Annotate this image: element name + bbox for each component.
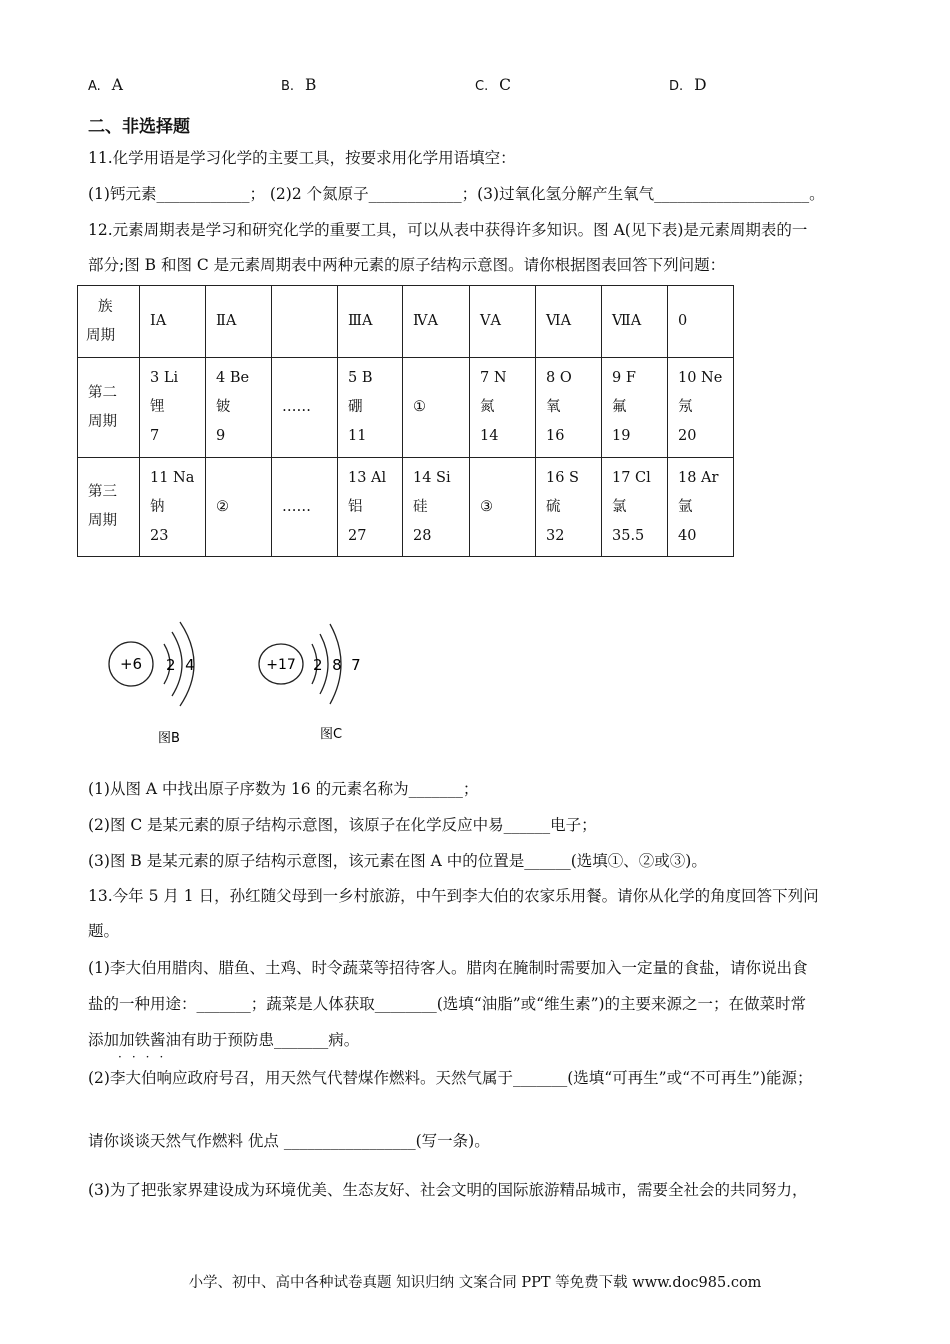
q13-p3-line1: (3)为了把张家界建设成为环境优美、生态友好、社会文明的国际旅游精品城市，需要全社会的共同努力，	[88, 1181, 808, 1199]
answer-options	[88, 76, 888, 98]
corner-group-label: 族	[98, 298, 113, 315]
element-symbol: 7 N	[480, 370, 507, 386]
header-cell: ⅡA	[206, 286, 272, 358]
q13-p2-line1: (2)李大伯响应政府号召，用天然气代替煤作燃料。天然气属于_______(选填“可再生”或“不可再生”)能源；	[88, 1069, 813, 1087]
element-symbol: 10 Ne	[678, 370, 723, 386]
element-mass: 32	[546, 527, 565, 544]
blank-cell-2	[206, 458, 272, 557]
element-cell-s	[536, 458, 602, 557]
blank-marker: ①	[413, 399, 426, 415]
element-cell-na	[140, 458, 206, 557]
q13-p1-line2: 盐的一种用途：_______；蔬菜是人体获取________(选填“油脂”或“维生素”)的主要来源之一；在做菜时常	[88, 995, 807, 1013]
element-name: 氟	[612, 399, 627, 415]
option-a	[88, 76, 123, 94]
element-name: 硫	[546, 498, 561, 515]
q11-stem: 11.化学用语是学习化学的主要工具，按要求用化学用语填空：	[88, 149, 516, 167]
element-mass: 40	[678, 527, 697, 544]
nucleus-charge-c: +17	[266, 657, 296, 673]
element-name: 锂	[150, 399, 165, 415]
caption-b: 图B	[158, 731, 180, 746]
option-d-letter: D.	[669, 79, 684, 94]
option-c	[475, 76, 511, 94]
table-corner-cell	[78, 286, 140, 358]
element-mass: 9	[216, 428, 226, 444]
element-cell-li	[140, 358, 206, 458]
q13-stem-line2: 题。	[88, 922, 120, 940]
section-title: 二、非选择题	[88, 117, 190, 137]
option-b-text: B	[305, 76, 317, 94]
page-footer: 小学、初中、高中各种试卷真题 知识归纳 文案合同 PPT 等免费下载 www.doc985.com	[188, 1275, 762, 1291]
blank-cell-3	[470, 458, 536, 557]
element-symbol: 3 Li	[150, 370, 179, 386]
option-a-letter: A.	[88, 79, 101, 94]
q12-part-2: (2)图 C 是某元素的原子结构示意图，该原子在化学反应中易______电子；	[88, 816, 597, 834]
element-symbol: 4 Be	[216, 370, 250, 386]
q12-stem-line1: 12.元素周期表是学习和研究化学的重要工具，可以从表中获得许多知识。图 A(见下表)是元素周期表的一	[88, 221, 808, 239]
element-name: 氮	[480, 399, 495, 415]
element-symbol: 13 Al	[348, 469, 387, 486]
option-b-letter: B.	[281, 79, 295, 94]
header-cell: ⅢA	[338, 286, 403, 358]
element-cell-si	[403, 458, 470, 557]
header-cell: ⅥA	[536, 286, 602, 358]
row-label-cell	[78, 458, 140, 557]
header-cell: ⅤA	[470, 286, 536, 358]
element-name: 氖	[678, 399, 693, 415]
table-row-period-2	[78, 358, 734, 458]
atom-diagram-b	[109, 622, 195, 746]
element-cell-f	[602, 358, 668, 458]
option-a-text: A	[111, 76, 123, 94]
row-label-bottom: 周期	[88, 413, 117, 430]
q11-parts: (1)钙元素____________； (2)2 个氮原子____________；(3)过氧化氢分解产生氧气____________________。	[88, 185, 825, 203]
element-name: 钠	[150, 498, 165, 515]
electron-shells-b: 2 4	[166, 656, 195, 674]
ellipsis-cell	[272, 358, 338, 458]
element-name: 硼	[348, 399, 363, 415]
option-b	[281, 76, 316, 94]
atom-diagrams	[98, 610, 398, 760]
q13-p2-line2: 请你谈谈天然气作燃料 优点 _________________(写一条)。	[88, 1132, 490, 1150]
option-d-text: D	[694, 76, 707, 94]
element-symbol: 16 S	[546, 469, 579, 486]
q13-p1-line1: (1)李大伯用腊肉、腊鱼、土鸡、时令蔬菜等招待客人。腊肉在腌制时需要加入一定量的食盐，请你说出食	[88, 959, 808, 977]
element-name: 铍	[216, 399, 231, 415]
option-d	[669, 76, 707, 94]
element-name: 硅	[413, 498, 428, 515]
element-cell-o	[536, 358, 602, 458]
element-symbol: 11 Na	[150, 469, 195, 486]
element-mass: 11	[348, 428, 367, 444]
element-mass: 14	[480, 428, 499, 444]
element-cell-ne	[668, 358, 734, 458]
element-name: 铝	[348, 498, 363, 515]
ellipsis-text: ……	[282, 498, 311, 515]
row-label-bottom: 周期	[88, 513, 117, 529]
row-label-cell	[78, 358, 140, 458]
corner-period-label: 周期	[86, 327, 115, 344]
q13-stem-line1: 13.今年 5 月 1 日，孙红随父母到一乡村旅游，中午到李大伯的农家乐用餐。请你从化学的角度回答下列问	[88, 887, 819, 905]
atom-diagram-c	[259, 624, 361, 742]
element-mass: 27	[348, 527, 367, 544]
table-header-row	[78, 286, 734, 358]
q13-p1-line3: 添加加铁酱油有助于预防患_______病。	[88, 1031, 360, 1049]
element-cell-be	[206, 358, 272, 458]
ellipsis-cell	[272, 458, 338, 557]
header-cell: ⅠA	[140, 286, 206, 358]
blank-marker: ②	[216, 498, 229, 515]
element-mass: 35.5	[612, 527, 645, 544]
element-cell-cl	[602, 458, 668, 557]
element-name: 氩	[678, 498, 693, 515]
periodic-table	[77, 285, 734, 557]
electron-shells-c: 2 8 7	[313, 656, 361, 674]
caption-c: 图C	[320, 727, 343, 742]
element-symbol: 18 Ar	[678, 469, 719, 486]
element-mass: 28	[413, 527, 432, 544]
header-cell: 0	[668, 286, 734, 358]
element-name: 氧	[546, 399, 561, 415]
option-c-text: C	[499, 76, 512, 94]
element-cell-n	[470, 358, 536, 458]
element-symbol: 14 Si	[413, 469, 451, 486]
blank-marker: ③	[480, 498, 493, 515]
table-row-period-3	[78, 458, 734, 557]
ellipsis-text: ……	[282, 399, 311, 415]
element-symbol: 9 F	[612, 370, 636, 386]
row-label-top: 第三	[88, 484, 117, 500]
element-mass: 19	[612, 428, 631, 444]
element-symbol: 8 O	[546, 370, 572, 386]
emphasis-dots: ····	[118, 1050, 174, 1064]
element-cell-al	[338, 458, 403, 557]
option-c-letter: C.	[475, 79, 489, 94]
element-cell-b	[338, 358, 403, 458]
header-cell	[272, 286, 338, 358]
element-symbol: 5 B	[348, 370, 373, 386]
element-symbol: 17 Cl	[612, 469, 651, 486]
element-cell-ar	[668, 458, 734, 557]
header-cell: ⅦA	[602, 286, 668, 358]
element-mass: 23	[150, 527, 169, 544]
q12-part-1: (1)从图 A 中找出原子序数为 16 的元素名称为_______；	[88, 780, 479, 798]
element-name: 氯	[612, 498, 627, 515]
element-mass: 7	[150, 428, 160, 444]
q12-stem-line2: 部分;图 B 和图 C 是元素周期表中两种元素的原子结构示意图。请你根据图表回答下列问题：	[88, 256, 726, 274]
header-cell: ⅣA	[403, 286, 470, 358]
blank-cell-1	[403, 358, 470, 458]
nucleus-charge-b: +6	[119, 655, 143, 673]
element-mass: 20	[678, 428, 697, 444]
q12-part-3: (3)图 B 是某元素的原子结构示意图，该元素在图 A 中的位置是______(选填①、②或③)。	[88, 852, 707, 870]
element-mass: 16	[546, 428, 565, 444]
row-label-top: 第二	[88, 384, 117, 401]
